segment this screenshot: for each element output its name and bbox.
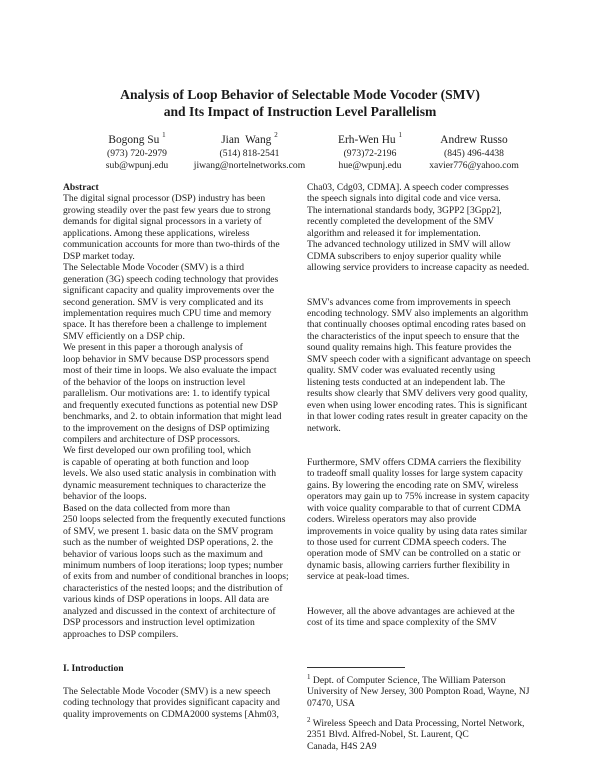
footnote-text: Wireless Speech and Data Processing, Nortel Network, 2351 Blvd. Alfred-Nobel, St. Laurent, QC Canada, H4S 2A9 xyxy=(307,718,525,752)
body-paragraph: Cha03, Cdg03, CDMA]. A speech coder compresses the speech signals into digital code and vice versa. The international standards body, 3GPP2 [3Gpp2], recently completed the development of the SMV algorithm and released it for implementation. The advanced technology utilized in SMV will allow CDMA subscribers to enjoy superior quality while allowing service providers to increase capacity as needed. xyxy=(307,182,530,274)
affiliation-mark: 1 xyxy=(398,131,402,140)
body-paragraph: Furthermore, SMV offers CDMA carriers the flexibility to tradeoff small quality losses for large system capacity gains. By lowering the encoding rate on SMV, wireless operators may gain up to 75% increase in system capacity with voice quality comparable to that of current CDMA coders. Wireless operators may also provide improvements in voice quality by using data rates similar to those used for current CDMA speech coders. The operation mode of SMV can be controlled on a static or dynamic basis, allowing carriers further flexibility in service at peak-load times. xyxy=(307,456,530,583)
footnote-text: Dept. of Computer Science, The William Paterson University of New Jersey, 300 Pompton Road, Wayne, NJ 07470, USA xyxy=(307,675,530,709)
author-email: sub@wpunj.edu xyxy=(105,159,169,171)
author-email: hue@wpunj.edu xyxy=(338,159,402,171)
body-paragraph: SMV's advances come from improvements in speech encoding technology. SMV also implements an algorithm that continually chooses optimal encoding rates based on the characteristics of the input speech to ensure that the sound quality remains high. This feature provides the SMV speech coder with a significant advantage on speech quality. SMV coder was evaluated recently using listening tests conducted at an independent lab. The results show clearly that SMV delivers very good quality, even when using lower encoding rates. This is significant in that lower coding rates result in greater capacity on the network. xyxy=(307,296,531,434)
author-phone: (973)72-2196 xyxy=(343,148,397,159)
introduction-paragraph: The Selectable Mode Vocoder (SMV) is a new speech coding technology that provides significant capacity and quality improvements on CDMA2000 systems [Ahm03, xyxy=(63,686,280,720)
footnote-2 xyxy=(307,715,553,752)
abstract-paragraph: We first developed our own profiling tool, which is capable of operating at both function and loop levels. We also used static analysis in combination with dynamic measurement techniques to characterize the behavior of the loops. xyxy=(63,445,277,503)
author-block xyxy=(399,133,549,171)
paper-title-line-2: and Its Impact of Instruction Level Parallelism xyxy=(163,104,437,119)
footnote-1 xyxy=(307,672,553,709)
body-paragraph: However, all the above advantages are achieved at the cost of its time and space complexity of the SMV xyxy=(307,605,515,629)
affiliation-mark: 1 xyxy=(162,131,166,140)
author-name: Erh-Wen Hu xyxy=(338,134,396,146)
author-email: xavier776@yahoo.com xyxy=(429,159,519,171)
abstract-heading: Abstract xyxy=(63,182,99,193)
author-name: Andrew Russo xyxy=(440,134,508,146)
introduction-heading: I. Introduction xyxy=(63,663,124,675)
author-phone: (514) 818-2541 xyxy=(219,148,280,159)
left-column xyxy=(63,182,301,720)
author-name: Bogong Su xyxy=(108,134,160,146)
author-name: Jian Wang xyxy=(221,134,272,146)
right-column xyxy=(307,182,553,629)
affiliation-mark: 2 xyxy=(274,131,278,140)
abstract-paragraph: The Selectable Mode Vocoder (SMV) is a third generation (3G) speech coding technology that provides significant capacity and quality improvements over the second generation. SMV is very complicated and its implementation requires much CPU time and memory space. It has therefore been a challenge to implement SMV efficiently on a DSP chip. xyxy=(63,262,279,342)
footnote-mark: 2 xyxy=(307,715,311,724)
footnote-rule xyxy=(307,667,405,668)
footnote-mark: 1 xyxy=(307,672,311,681)
abstract-paragraph: Based on the data collected from more than 250 loops selected from the frequently executed functions of SMV, we present 1. basic data on the SMV program such as the number of weighted DSP operations, 2. the behavior of various loops such as the maximum and minimum numbers of loop iterations; loop types; number of exits from and number of conditional branches in loops; characteristics of the nested loops; and the distribution of various kinds of DSP operations in loops. All data are analyzed and discussed in the context of architecture of DSP processors and instruction level optimization approaches to DSP compilers. xyxy=(63,502,289,640)
author-phone: (845) 496-4438 xyxy=(444,148,504,159)
abstract-paragraph: The digital signal processor (DSP) industry has been growing steadily over the past few years due to strong demands for digital signal processors in a variety of applications. Among these applications, wireless communication accounts for more than two-thirds of the DSP market today. xyxy=(63,193,280,262)
author-email: jiwang@nortelnetworks.com xyxy=(193,159,306,171)
author-phone: (973) 720-2979 xyxy=(107,148,167,159)
paper-title-line-1: Analysis of Loop Behavior of Selectable Mode Vocoder (SMV) xyxy=(120,87,480,102)
abstract-paragraph: We present in this paper a thorough analysis of loop behavior in SMV because DSP processors spend most of their time in loops. We also evaluate the impact of the behavior of the loops on instruction level parallelism. Our motivations are: 1. to identify typical and frequently executed functions as potential new DSP benchmarks, and 2. to obtain information that might lead to the improvement on the designs of DSP optimizing compilers and architecture of DSP processors. xyxy=(63,342,282,445)
